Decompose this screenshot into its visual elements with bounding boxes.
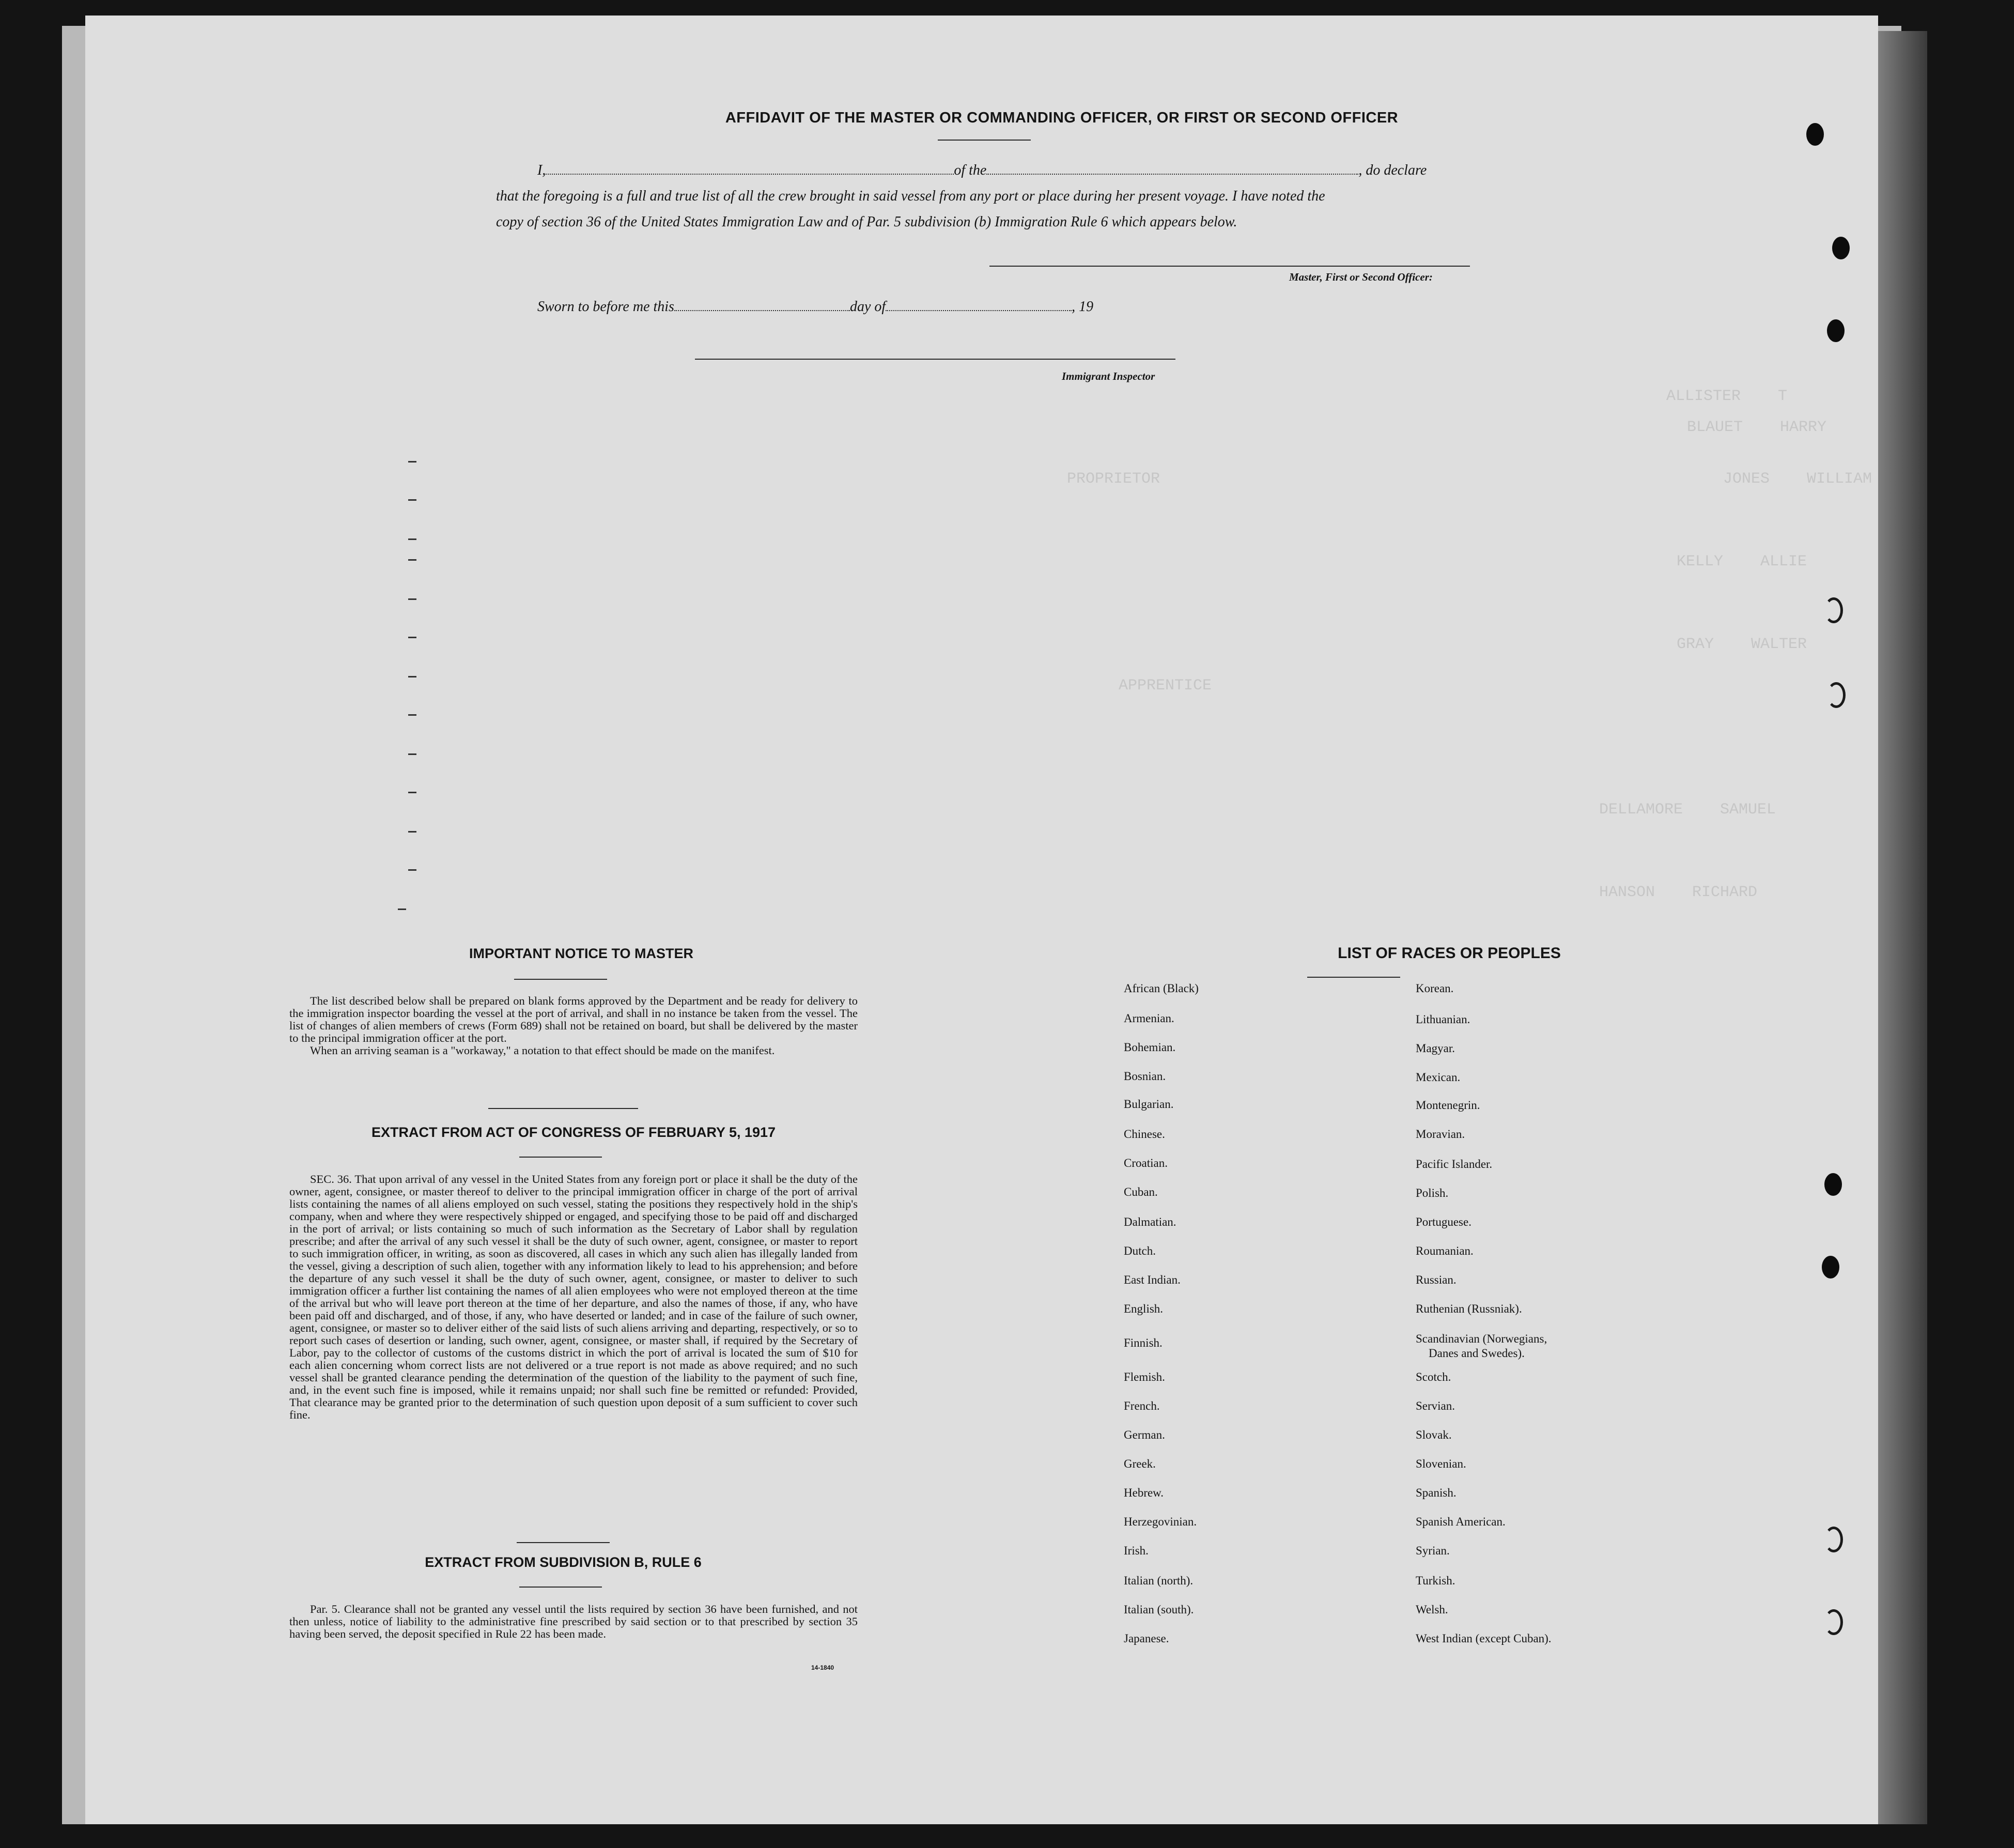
- divider: [519, 1157, 602, 1158]
- bleed-through-text: BLAUET HARRY: [1687, 419, 1827, 436]
- act-extract-title: EXTRACT FROM ACT OF CONGRESS OF FEBRUARY 5, 1917: [371, 1125, 776, 1140]
- sworn-line: [537, 299, 1093, 315]
- race-item: Irish.: [1124, 1544, 1149, 1557]
- margin-mark: [408, 637, 416, 638]
- race-item: English.: [1124, 1302, 1164, 1315]
- bleed-through-text: PROPRIETOR: [1067, 470, 1160, 488]
- sworn-day-of: day of: [849, 299, 886, 315]
- race-item: Polish.: [1416, 1187, 1449, 1199]
- document-page: [85, 16, 1878, 1824]
- affidavit-i: I,: [537, 162, 546, 178]
- sworn-month-blank: [886, 308, 1072, 311]
- divider: [517, 1542, 610, 1543]
- race-item: Armenian.: [1124, 1012, 1174, 1025]
- margin-mark: [408, 714, 416, 716]
- race-item: Lithuanian.: [1416, 1013, 1470, 1026]
- punch-hole: [1806, 123, 1824, 146]
- punch-hole: [1824, 1173, 1842, 1196]
- affidavit-line-2: that the foregoing is a full and true list of all the crew brought in said vessel from any port or place during her present voyage. I have noted the: [496, 188, 1325, 204]
- bleed-through-text: HANSON RICHARD: [1599, 884, 1758, 901]
- race-item: Syrian.: [1416, 1544, 1450, 1557]
- race-item: Japanese.: [1124, 1632, 1169, 1645]
- margin-mark: [408, 461, 416, 463]
- margin-mark: [408, 499, 416, 501]
- sworn-day-blank: [674, 308, 850, 311]
- race-item: Welsh.: [1416, 1603, 1448, 1616]
- notice-paragraph-1: The list described below shall be prepared on blank forms approved by the Department and be ready for delivery to the immigration inspector boarding the vessel at the port of arrival, and shall in no instance be taken from the vessel. The list of changes of alien members of crews (Form 689) shall not be retained on board, but shall be delivered by the master to the principal immigration officer at the port.: [289, 994, 858, 1044]
- signature-label: Master, First or Second Officer:: [1289, 271, 1433, 283]
- punch-hole-ring: [1827, 682, 1846, 708]
- race-item: Scotch.: [1416, 1370, 1451, 1383]
- race-item: Herzegovinian.: [1124, 1515, 1197, 1528]
- race-item: Mexican.: [1416, 1071, 1461, 1084]
- race-item: Bulgarian.: [1124, 1098, 1174, 1111]
- punch-hole: [1832, 237, 1850, 259]
- vessel-blank: [986, 172, 1358, 175]
- race-item-continuation: Danes and Swedes).: [1429, 1347, 1525, 1360]
- bleed-through-text: ALLISTER T: [1666, 388, 1788, 405]
- margin-mark: [408, 869, 416, 871]
- race-item: Bohemian.: [1124, 1041, 1176, 1054]
- bleed-through-text: JONES WILLIAM: [1723, 470, 1872, 488]
- act-extract-text: [289, 1173, 858, 1421]
- inspector-label: Immigrant Inspector: [1062, 370, 1155, 382]
- divider: [514, 979, 607, 980]
- race-item: Hebrew.: [1124, 1486, 1164, 1499]
- races-title: LIST OF RACES OR PEOPLES: [1338, 945, 1561, 962]
- affidavit-title: AFFIDAVIT OF THE MASTER OR COMMANDING OFFICER, OR FIRST OR SECOND OFFICER: [725, 110, 1399, 126]
- affidavit-line-1: [537, 162, 1427, 179]
- race-item: Bosnian.: [1124, 1070, 1166, 1083]
- divider: [488, 1108, 638, 1109]
- race-item: Turkish.: [1416, 1574, 1455, 1587]
- race-item: Italian (north).: [1124, 1574, 1194, 1587]
- race-item: Dalmatian.: [1124, 1215, 1176, 1228]
- rule-extract-text: [289, 1603, 858, 1640]
- punch-hole-ring: [1824, 1609, 1843, 1635]
- inspector-signature-line: [695, 359, 1175, 360]
- affidavit-of-the: of the: [954, 162, 987, 178]
- race-item: German.: [1124, 1428, 1165, 1441]
- race-item: Portuguese.: [1416, 1215, 1471, 1228]
- name-blank: [546, 172, 954, 175]
- signature-line: [989, 266, 1470, 267]
- punch-hole: [1822, 1256, 1839, 1279]
- notice-title: IMPORTANT NOTICE TO MASTER: [469, 946, 693, 961]
- notice-paragraph-2: When an arriving seaman is a "workaway," a notation to that effect should be made on the manifest.: [310, 1044, 775, 1057]
- margin-mark: [408, 753, 416, 755]
- divider: [1307, 977, 1400, 978]
- margin-mark: [408, 559, 416, 561]
- punch-hole-ring: [1824, 597, 1843, 623]
- race-item: Roumanian.: [1416, 1244, 1474, 1257]
- margin-mark: [408, 538, 416, 540]
- race-item: Montenegrin.: [1416, 1099, 1480, 1112]
- margin-mark: [408, 792, 416, 793]
- bleed-through-text: DELLAMORE SAMUEL: [1599, 801, 1776, 819]
- race-item: African (Black): [1124, 982, 1199, 995]
- race-item: Cuban.: [1124, 1185, 1158, 1198]
- race-item: Croatian.: [1124, 1157, 1168, 1169]
- race-item: Slovak.: [1416, 1428, 1452, 1441]
- divider: [519, 1587, 602, 1588]
- section-36-text: SEC. 36. That upon arrival of any vessel in the United States from any foreign port or place it shall be the duty of the owner, agent, consignee, or master thereof to deliver to the principal immigration officer in charge of the port of arrival lists containing the names of all aliens employed on such vessel, stating the positions they respectively hold in the ship's company, when and where they were respectively shipped or engaged, and specifying those to be paid off and discharged in the port of arrival; or lists containing so much of such information as the Secretary of Labor shall by regulation prescribe; and after the arrival of any such vessel it shall be the duty of such owner, agent, consignee, or master to report to such immigration officer, in writing, as soon as discovered, all cases in which any such alien has illegally landed from the vessel, giving a description of such alien, together with any information likely to lead to his apprehension; and before the departure of any such vessel it shall be the duty of such owner, agent, consignee, or master to deliver to such immigration officer a further list containing the names of all alien employees who were not employed thereon at the time of the arrival but who will leave port thereon at the time of her departure, and also the names of those, if any, who have been paid off and discharged, and of those, if any, who have deserted or landed; and in case of the failure of such owner, agent, consignee, or master so to deliver either of the said lists of such aliens arriving and departing, respectively, or so to report such cases of desertion or landing, such owner, agent, consignee, or master shall, if required by the Secretary of Labor, pay to the collector of customs of the customs district in which the port of arrival is located the sum of $10 for each alien concerning whom correct lists are not delivered or a true report is not made as above required; and no such vessel shall be granted clearance pending the determination of the question of the liability to the payment of such fine, and, in the event such fine is imposed, while it remains unpaid; nor shall such fine be remitted or refunded: Provided, That clearance may be granted prior to the determination of such question upon deposit of a sum sufficient to cover such fine.: [289, 1173, 858, 1421]
- race-item: Slovenian.: [1416, 1457, 1466, 1470]
- divider: [938, 140, 1031, 141]
- notice-text: [289, 995, 858, 1057]
- bleed-through-text: GRAY WALTER: [1677, 636, 1807, 653]
- race-item: Moravian.: [1416, 1128, 1465, 1141]
- par-5-text: Par. 5. Clearance shall not be granted any vessel until the lists required by section 36 have been furnished, and not then unless, notice of liability to the administrative fine prescribed by said section or to that prescribed by section 35 having been served, the deposit specified in Rule 22 has been made.: [289, 1603, 858, 1640]
- race-item: Spanish.: [1416, 1486, 1457, 1499]
- race-item: East Indian.: [1124, 1273, 1181, 1286]
- sworn-year: , 19: [1072, 299, 1094, 315]
- bleed-through-text: APPRENTICE: [1119, 677, 1212, 695]
- sworn-prefix: Sworn to before me this: [537, 299, 674, 315]
- race-item: Flemish.: [1124, 1370, 1165, 1383]
- race-item: Italian (south).: [1124, 1603, 1194, 1616]
- race-item: French.: [1124, 1399, 1160, 1412]
- margin-mark: [408, 676, 416, 677]
- race-item: Finnish.: [1124, 1336, 1163, 1349]
- margin-mark: [398, 908, 406, 910]
- race-item: Magyar.: [1416, 1042, 1455, 1055]
- bleed-through-text: KELLY ALLIE: [1677, 553, 1807, 571]
- race-item: Korean.: [1416, 982, 1454, 995]
- affidavit-line-3: copy of section 36 of the United States Immigration Law and of Par. 5 subdivision (b) Immigration Rule 6 which appears below.: [496, 214, 1237, 230]
- form-number: 14-1840: [811, 1664, 834, 1671]
- race-item: Dutch.: [1124, 1244, 1156, 1257]
- race-item: Pacific Islander.: [1416, 1158, 1493, 1171]
- punch-hole: [1827, 319, 1845, 342]
- race-item: Ruthenian (Russniak).: [1416, 1302, 1522, 1315]
- rule-extract-title: EXTRACT FROM SUBDIVISION B, RULE 6: [425, 1554, 702, 1570]
- punch-hole-ring: [1824, 1527, 1843, 1552]
- margin-mark: [408, 598, 416, 600]
- race-item: Greek.: [1124, 1457, 1156, 1470]
- margin-mark: [408, 831, 416, 833]
- affidavit-do-declare: , do declare: [1358, 162, 1427, 178]
- race-item: Chinese.: [1124, 1128, 1165, 1141]
- race-item: Russian.: [1416, 1273, 1457, 1286]
- race-item: West Indian (except Cuban).: [1416, 1632, 1552, 1645]
- race-item: Spanish American.: [1416, 1515, 1506, 1528]
- page-stack-edge: [1870, 31, 1927, 1824]
- race-item: Servian.: [1416, 1399, 1455, 1412]
- race-item: Scandinavian (Norwegians,: [1416, 1332, 1547, 1345]
